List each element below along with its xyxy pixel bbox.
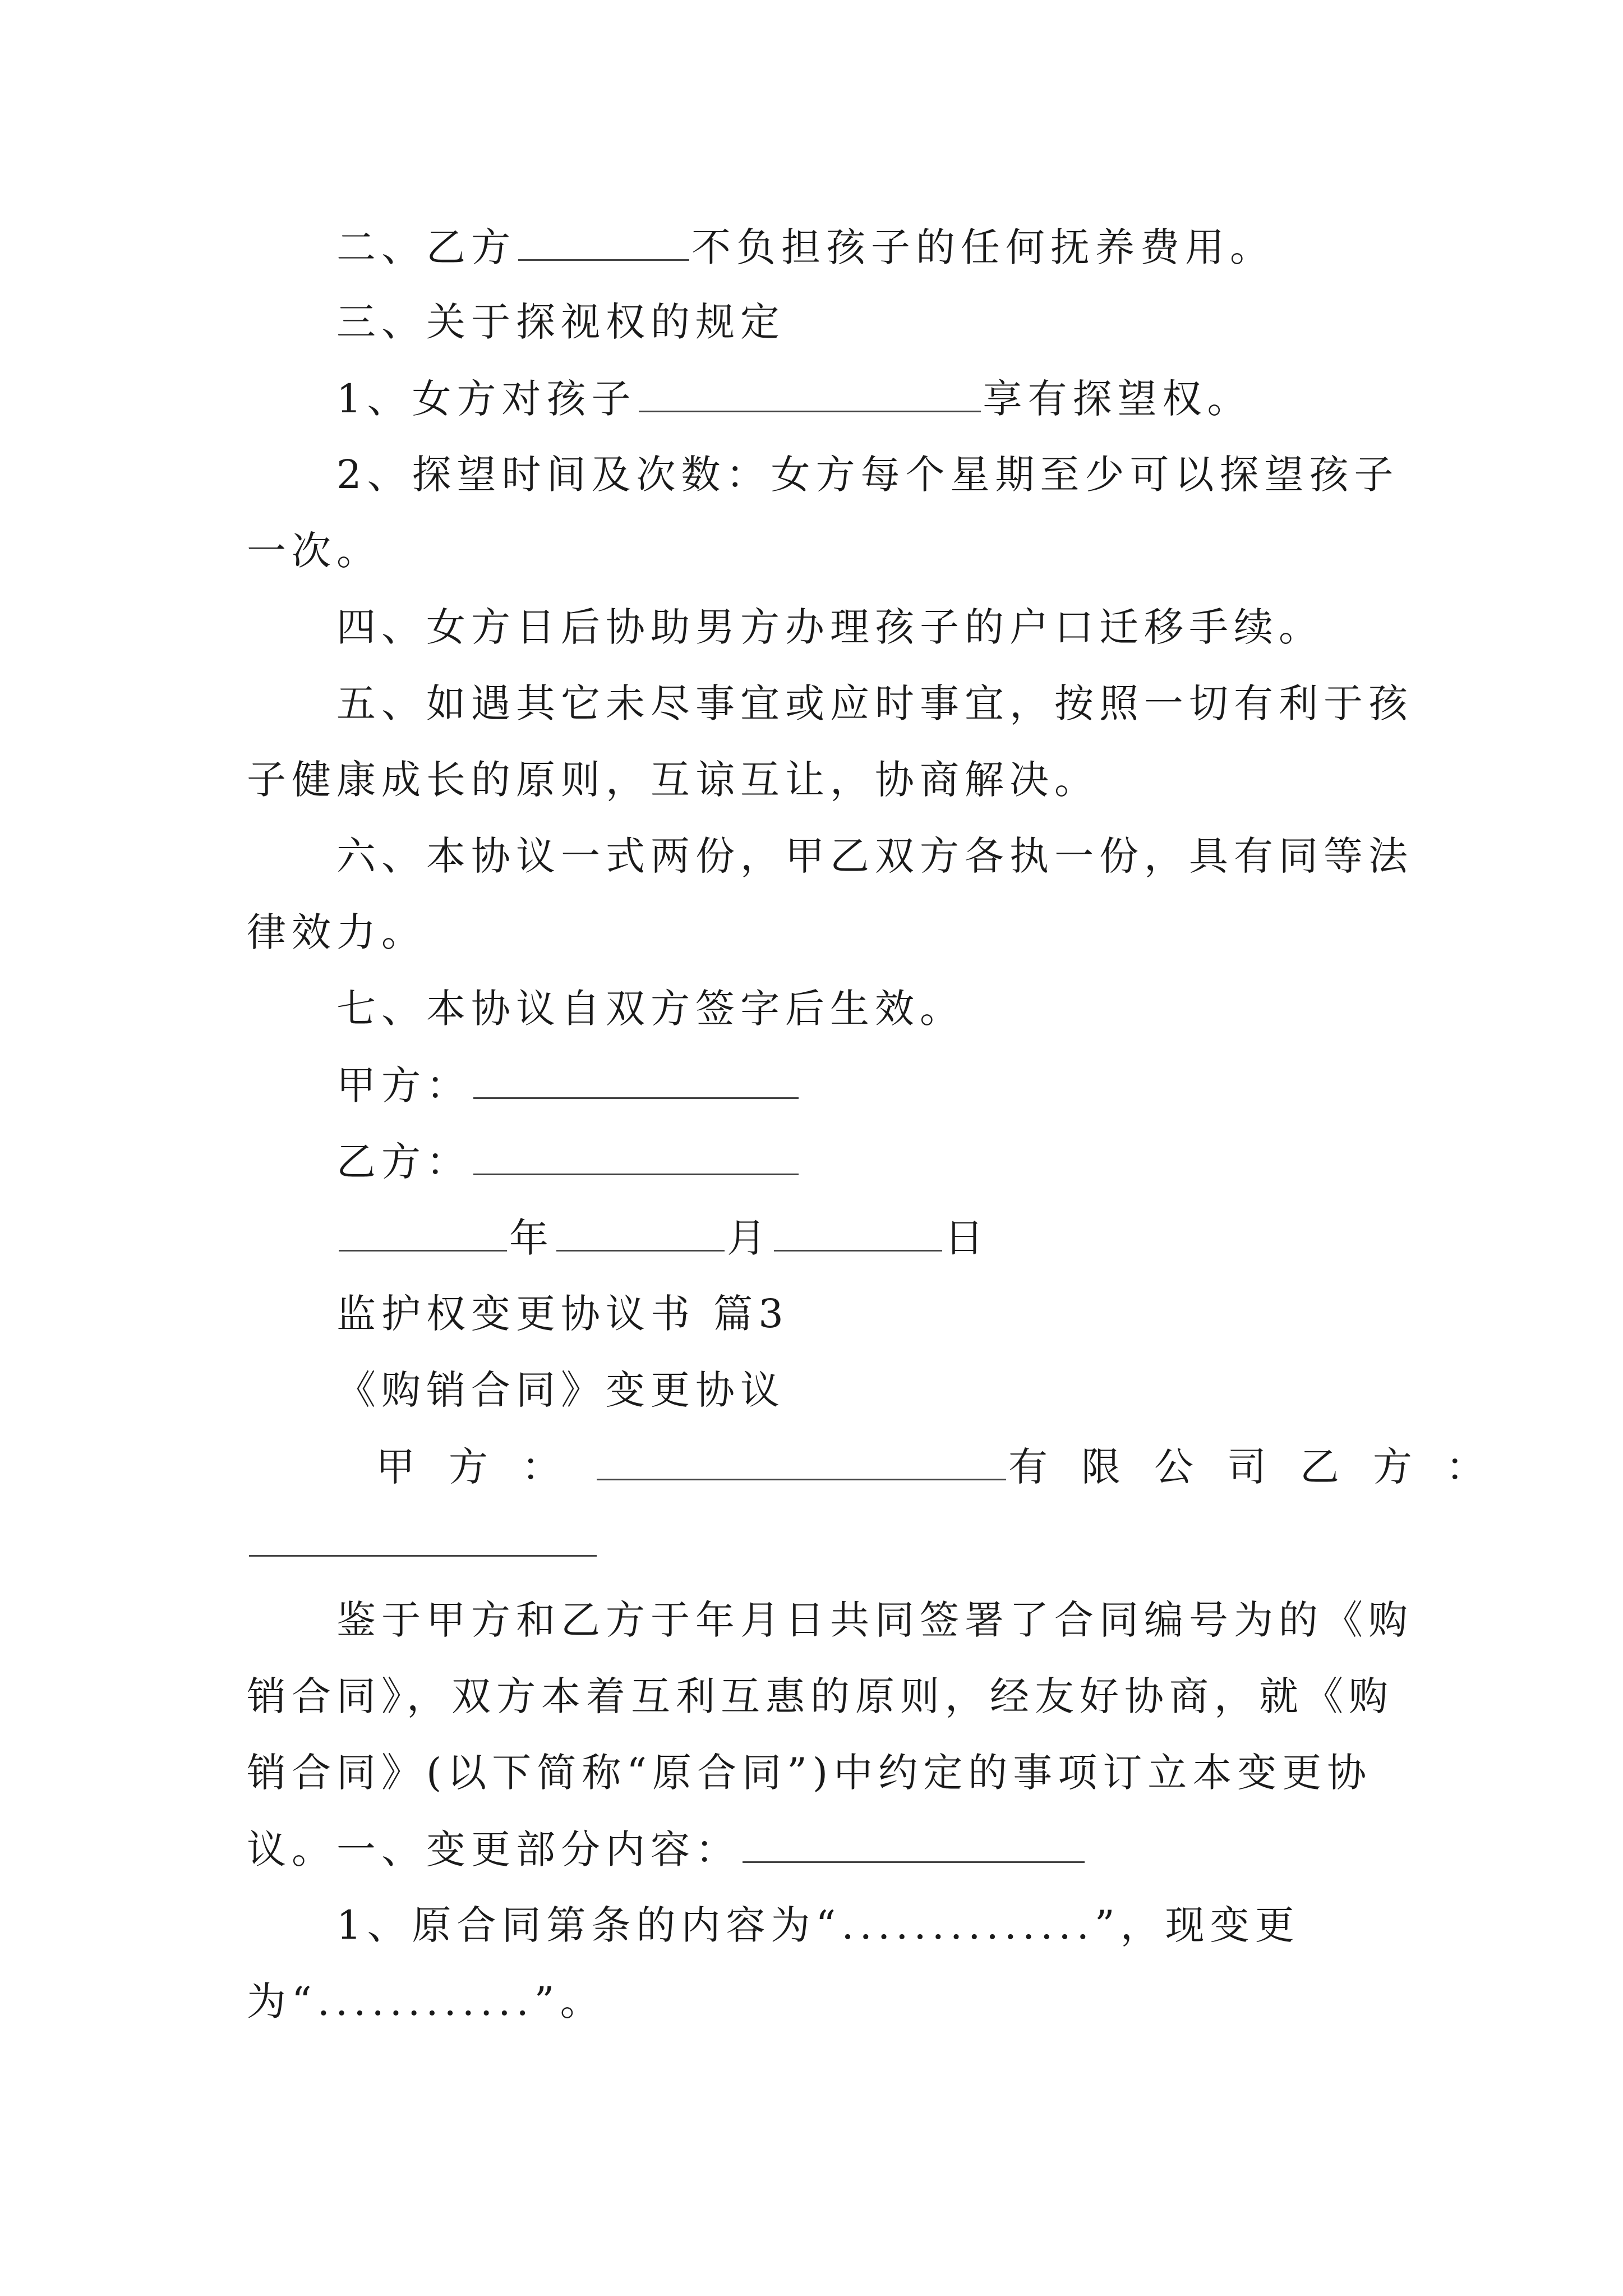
parties-line <box>247 1441 1520 1493</box>
preamble-line-1: 鉴于甲方和乙方于年月日共同签署了合同编号为的《购 <box>336 1597 1413 1643</box>
party-a-label: 甲方： <box>336 1062 471 1108</box>
change-item-1-line-2: 为“............”。 <box>247 1978 605 2024</box>
party-b-blank <box>473 1135 799 1175</box>
date-line <box>247 1212 1481 1264</box>
party-b-company-label: 有限公司乙方： <box>1008 1444 1519 1490</box>
year-label: 年 <box>509 1215 554 1261</box>
party-a-signature-line <box>247 1059 1481 1111</box>
party-b-label: 乙方： <box>336 1139 471 1185</box>
change-content-label: 议。一、变更部分内容： <box>247 1826 740 1872</box>
clause-3-1-text-a: 1、女方对孩子 <box>336 376 637 422</box>
blank-field <box>518 221 689 261</box>
year-blank <box>339 1212 507 1251</box>
change-item-1-line-1: 1、原合同第条的内容为“..............”，现变更 <box>336 1902 1300 1948</box>
clause-5-line-2: 子健康成长的原则，互谅互让，协商解决。 <box>247 757 1099 803</box>
clause-2-line <box>247 221 1481 273</box>
clause-2-text-b: 不负担孩子的任何抚养费用。 <box>691 224 1275 270</box>
clause-7-line: 七、本协议自双方签字后生效。 <box>336 986 965 1032</box>
clause-3-2-line-2: 一次。 <box>247 528 381 574</box>
party-b-signature-line <box>247 1135 1481 1188</box>
preamble-line-3: 销合同》(以下简称“原合同”)中约定的事项订立本变更协 <box>247 1750 1372 1796</box>
section-title: 监护权变更协议书 篇3 <box>336 1291 789 1337</box>
preamble-line-2: 销合同》，双方本着互利互惠的原则，经友好协商，就《购 <box>247 1673 1394 1719</box>
clause-4-line: 四、女方日后协助男方办理孩子的户口迁移手续。 <box>336 604 1324 650</box>
party-b-blank-line <box>247 1517 1391 1569</box>
party-b-company-blank <box>249 1517 597 1557</box>
day-blank <box>774 1212 942 1251</box>
day-label: 日 <box>944 1215 989 1261</box>
clause-3-1-text-b: 享有探望权。 <box>983 376 1252 422</box>
party-a-company-label: 甲方： <box>376 1444 594 1490</box>
agreement-title: 《购销合同》变更协议 <box>336 1367 785 1413</box>
clause-3-heading: 三、关于探视权的规定 <box>336 299 785 345</box>
clause-6-line-2: 律效力。 <box>247 909 426 955</box>
change-content-blank <box>743 1823 1085 1863</box>
clause-2-text-a: 二、乙方 <box>336 224 516 270</box>
change-content-line <box>247 1823 1391 1875</box>
company-blank <box>597 1441 1006 1480</box>
blank-field <box>639 372 981 412</box>
clause-3-1-line <box>247 372 1481 425</box>
clause-3-2-line-1: 2、探望时间及次数：女方每个星期至少可以探望孩子 <box>336 452 1399 498</box>
month-blank <box>556 1212 725 1251</box>
clause-5-line-1: 五、如遇其它未尽事宜或应时事宜，按照一切有利于孩 <box>336 680 1413 726</box>
month-label: 月 <box>727 1215 772 1261</box>
clause-6-line-1: 六、本协议一式两份，甲乙双方各执一份，具有同等法 <box>336 833 1413 879</box>
party-a-blank <box>473 1059 799 1099</box>
